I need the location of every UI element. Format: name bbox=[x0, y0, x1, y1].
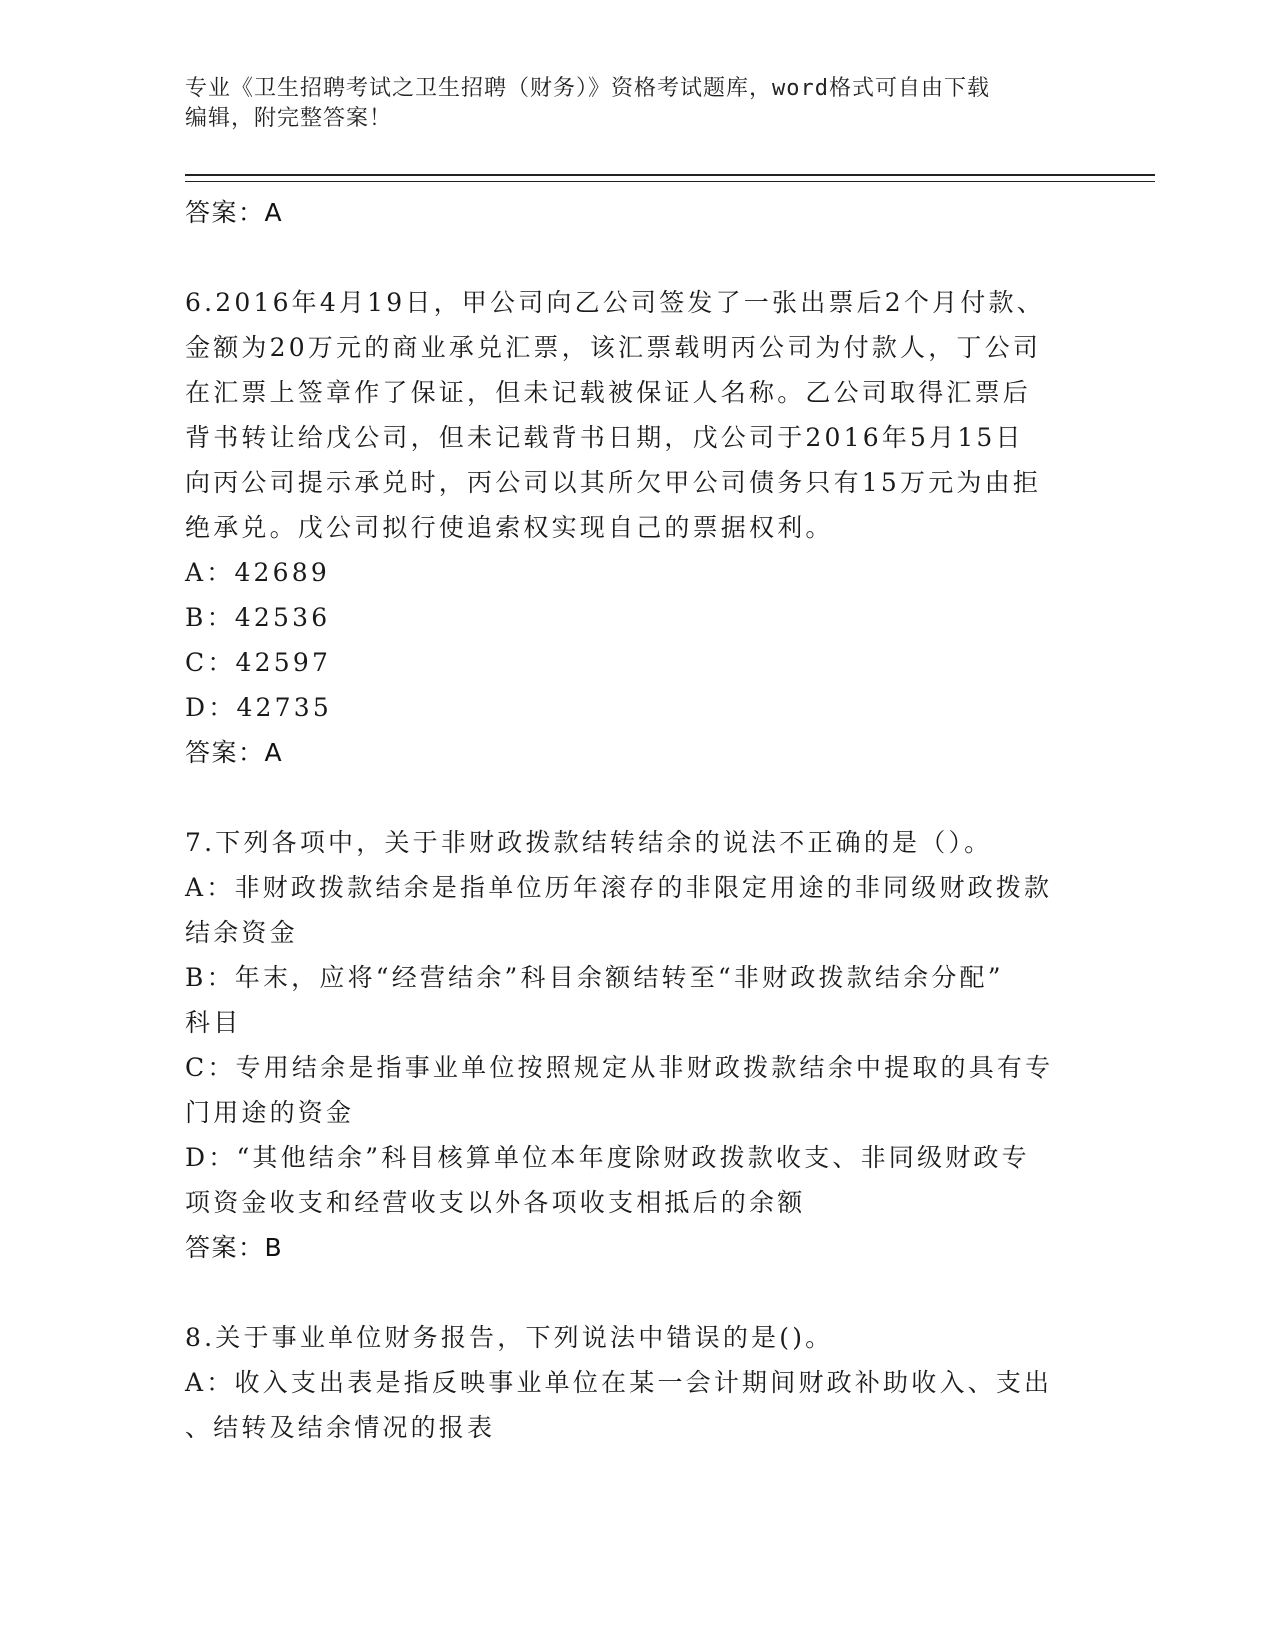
spacer bbox=[185, 776, 1085, 820]
option-d: D：42735 bbox=[185, 693, 332, 722]
header-divider-thick bbox=[185, 174, 1155, 176]
question-text: 6.2016年4月19日，甲公司向乙公司签发了一张出票后2个月付款、 bbox=[185, 288, 1045, 317]
header-line-1: 专业《卫生招聘考试之卫生招聘（财务）》资格考试题库，word格式可自由下载 bbox=[185, 76, 990, 101]
option-a: A：42689 bbox=[185, 558, 330, 587]
option-a-cont: 、结转及结余情况的报表 bbox=[185, 1413, 496, 1442]
question-8 bbox=[185, 1315, 1085, 1450]
option-d: D：“其他结余”科目核算单位本年度除财政拨款收支、非同级财政专 bbox=[185, 1143, 1030, 1172]
option-a: A：收入支出表是指反映事业单位在某一会计期间财政补助收入、支出 bbox=[185, 1368, 1053, 1397]
question-text: 金额为20万元的商业承兑汇票，该汇票载明丙公司为付款人，丁公司 bbox=[185, 333, 1042, 362]
question-text: 7.下列各项中，关于非财政拨款结转结余的说法不正确的是（）。 bbox=[185, 828, 993, 857]
answer-line: 答案：B bbox=[185, 1233, 284, 1262]
header-line-2: 编辑，附完整答案！ bbox=[185, 106, 393, 131]
answer-line: 答案：A bbox=[185, 198, 284, 227]
question-text: 向丙公司提示承兑时，丙公司以其所欠甲公司债务只有15万元为由拒 bbox=[185, 468, 1042, 497]
question-7 bbox=[185, 820, 1085, 1271]
option-a-cont: 结余资金 bbox=[185, 918, 298, 947]
option-c: C：42597 bbox=[185, 648, 332, 677]
header-divider-thin bbox=[185, 181, 1155, 182]
question-text: 背书转让给戊公司，但未记载背书日期，戊公司于2016年5月15日 bbox=[185, 423, 1024, 452]
document-header bbox=[185, 74, 1085, 134]
option-b: B：年末，应将“经营结余”科目余额结转至“非财政拨款结余分配” bbox=[185, 963, 1004, 992]
option-c: C：专用结余是指事业单位按照规定从非财政拨款结余中提取的具有专 bbox=[185, 1053, 1054, 1082]
question-6 bbox=[185, 280, 1085, 776]
option-b: B：42536 bbox=[185, 603, 331, 632]
option-b-cont: 科目 bbox=[185, 1008, 242, 1037]
question-list bbox=[185, 190, 1085, 1450]
spacer bbox=[185, 1271, 1085, 1315]
option-d-cont: 项资金收支和经营收支以外各项收支相抵后的余额 bbox=[185, 1188, 806, 1217]
option-c-cont: 门用途的资金 bbox=[185, 1098, 355, 1127]
question-text: 绝承兑。戊公司拟行使追索权实现自己的票据权利。 bbox=[185, 513, 834, 542]
option-a: A：非财政拨款结余是指单位历年滚存的非限定用途的非同级财政拨款 bbox=[185, 873, 1053, 902]
question-text: 8.关于事业单位财务报告，下列说法中错误的是()。 bbox=[185, 1323, 834, 1352]
spacer bbox=[185, 236, 1085, 280]
question-text: 在汇票上签章作了保证，但未记载被保证人名称。乙公司取得汇票后 bbox=[185, 378, 1032, 407]
answer-line: 答案：A bbox=[185, 738, 284, 767]
